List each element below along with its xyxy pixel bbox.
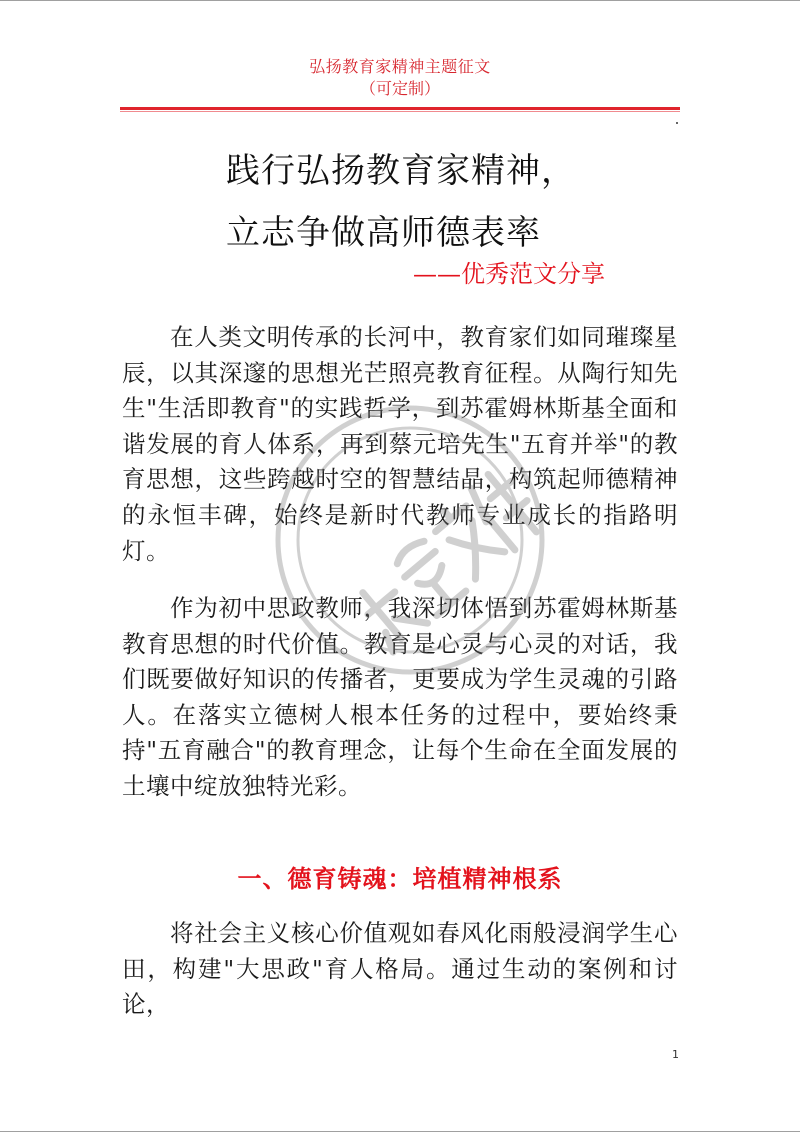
header-red-rule: [120, 107, 680, 110]
header-title: 弘扬教育家精神主题征文: [309, 57, 491, 76]
title-line-2: 立志争做高师德表率: [226, 213, 541, 253]
corner-mark: [676, 122, 678, 124]
document-title: [226, 140, 576, 264]
header-subtitle: （可定制）: [359, 79, 440, 98]
paragraph-2: 作为初中思政教师，我深切体悟到苏霍姆林斯基教育思想的时代价值。教育是心灵与心灵的对话，我们既要做好知识的传播者，更要成为学生灵魂的引路人。在落实立德树人根本任务的过程中，要始终秉持"五育融合"的教育理念，让每个生命在全面发展的土壤中绽放独特光彩。: [122, 594, 678, 800]
page-top-border: [0, 0, 800, 1]
title-line-1: 践行弘扬教育家精神，: [226, 151, 576, 191]
page-header: [120, 56, 680, 100]
paragraph-1: 在人类文明传承的长河中，教育家们如同璀璨星辰，以其深邃的思想光芒照亮教育征程。从陶行知先生"生活即教育"的实践哲学，到苏霍姆林斯基全面和谐发展的育人体系，再到蔡元培先生"五育并举"的教育思想，这些跨越时空的智慧结晶，构筑起师德精神的永恒丰碑，始终是新时代教师专业成长的指路明灯。: [122, 323, 678, 565]
header-red-rule-thin: [120, 111, 680, 112]
page-number: 1: [672, 1048, 679, 1061]
section-heading-1: 一、德育铸魂：培植精神根系: [237, 864, 563, 893]
paragraph-3: 将社会主义核心价值观如春风化雨般浸润学生心田，构建"大思政"育人格局。通过生动的案例和讨论，: [122, 919, 678, 1019]
document-subtitle: ——优秀范文分享: [413, 260, 605, 288]
